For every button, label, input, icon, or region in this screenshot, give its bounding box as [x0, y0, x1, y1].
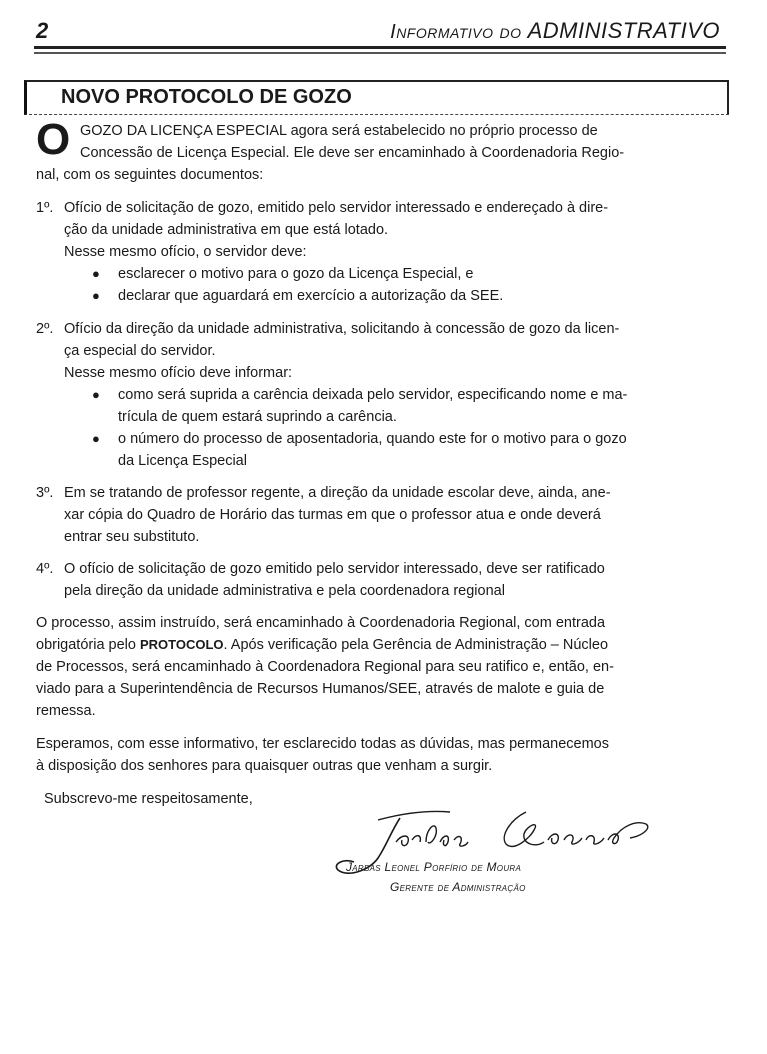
section-title: NOVO PROTOCOLO DE GOZO [61, 86, 352, 108]
intro-line-2: Concessão de Licença Especial. Ele deve ser encaminhado à Coordenadoria Regio- [80, 145, 625, 161]
item-1-line-2: ção da unidade administrativa em que está lotado. [64, 222, 389, 238]
closing-p1-line-2-end: . Após verificação pela Gerência de Administração – Núcleo [223, 637, 609, 653]
closing-p1-line-3: de Processos, será encaminhado à Coordenadora Regional para seu ratifico e, então, en- [36, 659, 614, 675]
drop-cap: O [36, 115, 71, 164]
closing-p1-line-2-start: obrigatória pelo [36, 637, 140, 653]
newsletter-title-main: ADMINISTRATIVO [527, 18, 720, 43]
newsletter-title-prefix: Informativo do [390, 21, 528, 43]
newsletter-title [390, 18, 720, 44]
signatory-name [346, 860, 521, 874]
item-2-line-2: ça especial do servidor. [64, 343, 216, 359]
closing-p1-line-4: viado para a Superintendência de Recursos Humanos/SEE, através de malote e guia de [36, 681, 605, 697]
item-2-line-1: Ofício da direção da unidade administrativa, solicitando à concessão de gozo da licen- [64, 321, 620, 337]
item-4-number: 4º. [36, 561, 54, 577]
page-header [36, 18, 726, 44]
item-1-line-3: Nesse mesmo ofício, o servidor deve: [64, 244, 307, 260]
header-rule [34, 46, 726, 49]
closing-p1-line-5: remessa. [36, 703, 96, 719]
signatory-role-text: Gerente de Administração [390, 880, 526, 894]
salutation: Subscrevo-me respeitosamente, [44, 791, 253, 807]
closing-p2-line-2: à disposição dos senhores para quaisquer outras que venham a surgir. [36, 758, 493, 774]
item-3-line-1: Em se tratando de professor regente, a direção da unidade escolar deve, ainda, ane- [64, 485, 611, 501]
item-2-number: 2º. [36, 321, 54, 337]
closing-p1-line-2 [36, 634, 608, 656]
closing-p1-line-1: O processo, assim instruído, será encaminhado à Coordenadoria Regional, com entrada [36, 615, 606, 631]
item-4-line-1: O ofício de solicitação de gozo emitido pelo servidor interessado, deve ser ratificado [64, 561, 605, 577]
item-2-bullet-1-line-1: como será suprida a carência deixada pelo servidor, especificando nome e ma- [118, 387, 628, 403]
item-1-bullet-2: declarar que aguardará em exercício a autorização da SEE. [118, 288, 504, 304]
item-3-line-3: entrar seu substituto. [64, 529, 200, 545]
intro-line-1 [80, 120, 598, 142]
item-2-bullet-1-line-2: trícula de quem estará suprindo a carência. [118, 409, 397, 425]
item-4-line-2: pela direção da unidade administrativa e pela coordenadora regional [64, 583, 505, 599]
item-2-line-3: Nesse mesmo ofício deve informar: [64, 365, 293, 381]
section-title-box [24, 80, 729, 115]
closing-p2-line-1: Esperamos, com esse informativo, ter esclarecido todas as dúvidas, mas permanecemos [36, 736, 609, 752]
item-3-line-2: xar cópia do Quadro de Horário das turmas em que o professor atua e onde deverá [64, 507, 601, 523]
protocolo-emphasis: PROTOCOLO [140, 637, 224, 652]
bullet-icon: ● [92, 431, 100, 446]
item-1-line-1: Ofício de solicitação de gozo, emitido pelo servidor interessado e endereçado à dire- [64, 200, 609, 216]
section-box-edge [727, 82, 729, 114]
signatory-name-text: Jarbas Leonel Porfírio de Moura [346, 860, 522, 874]
header-rule-secondary [34, 52, 726, 54]
item-2-bullet-2-line-2: da Licença Especial [118, 453, 247, 469]
bullet-icon: ● [92, 288, 100, 303]
signatory-role [390, 880, 526, 894]
bullet-icon: ● [92, 387, 100, 402]
item-2-bullet-2-line-1: o número do processo de aposentadoria, quando este for o motivo para o gozo [118, 431, 627, 447]
item-1-number: 1º. [36, 200, 54, 216]
intro-line-3: nal, com os seguintes documentos: [36, 167, 264, 183]
bullet-icon: ● [92, 266, 100, 281]
item-1-bullet-1: esclarecer o motivo para o gozo da Licença Especial, e [118, 266, 474, 282]
intro-line-1-text: GOZO DA LICENÇA ESPECIAL agora será estabelecido no próprio processo de [80, 123, 598, 139]
page-number: 2 [36, 18, 49, 43]
item-3-number: 3º. [36, 485, 54, 501]
